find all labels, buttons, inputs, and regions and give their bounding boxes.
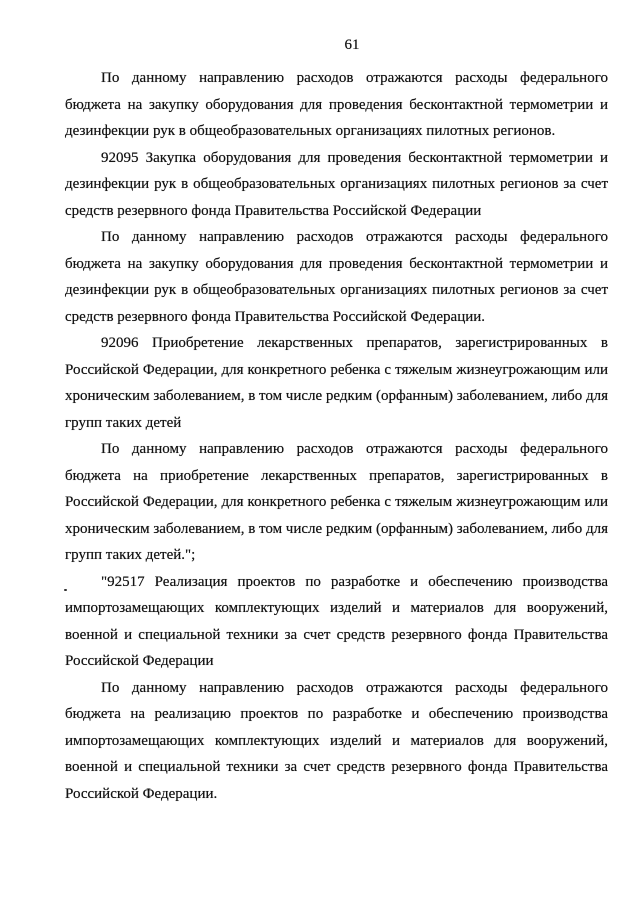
paragraph-line: военной и специальной техники за счет средств резервного фонда Правительства xyxy=(65,626,608,643)
paragraph-line: средств резервного фонда Правительства Российской Федерации. xyxy=(65,308,486,325)
document-body xyxy=(65,65,608,807)
paragraph-line: групп таких детей xyxy=(65,414,182,431)
paragraph-line: "92517 Реализация проектов по разработке и обеспечению производства xyxy=(101,573,609,590)
paragraph-line: Российской Федерации xyxy=(65,653,214,669)
paragraph-description-92096 xyxy=(65,436,608,569)
paragraph-line: бюджета на приобретение лекарственных препаратов, зарегистрированных в xyxy=(65,467,608,484)
paragraph-line: Российской Федерации. xyxy=(65,785,218,802)
paragraph-line: Российской Федерации, для конкретного ребенка с тяжелым жизнеугрожающим или xyxy=(65,361,608,378)
paragraph-line: хроническим заболеванием, в том числе редким (орфанным) заболеванием, либо для xyxy=(65,388,608,404)
paragraph-description-92095-intro xyxy=(65,65,608,145)
paragraph-line: бюджета на реализацию проектов по разработке и обеспечению производства xyxy=(65,706,608,722)
paragraph-line: средств резервного фонда Правительства Российской Федерации xyxy=(65,202,482,219)
paragraph-line: Российской Федерации, для конкретного ребенка с тяжелым жизнеугрожающим или xyxy=(65,494,608,510)
paragraph-description-92095 xyxy=(65,224,608,330)
paragraph-code-92096 xyxy=(65,330,608,436)
paragraph-code-92517 xyxy=(65,569,608,675)
paragraph-line: 92096 Приобретение лекарственных препаратов, зарегистрированных в xyxy=(101,335,608,351)
paragraph-line: По данному направлению расходов отражаются расходы федерального xyxy=(101,229,608,245)
paragraph-code-92095 xyxy=(65,145,608,225)
paragraph-line: дезинфекции рук в общеобразовательных организациях пилотных регионов. xyxy=(65,123,556,139)
paragraph-description-92517 xyxy=(65,675,608,808)
paragraph-line: хроническим заболеванием, в том числе редким (орфанным) заболеванием, либо для xyxy=(65,520,608,537)
paragraph-line: дезинфекции рук в общеобразовательных организациях пилотных регионов за счет xyxy=(65,282,608,298)
paragraph-line: бюджета на закупку оборудования для проведения бесконтактной термометрии и xyxy=(65,255,608,272)
paragraph-line: групп таких детей."; xyxy=(65,547,196,563)
paragraph-line: импортозамещающих комплектующих изделий и материалов для вооружений, xyxy=(65,732,608,749)
paragraph-line: 92095 Закупка оборудования для проведения бесконтактной термометрии и xyxy=(101,149,608,166)
paragraph-line: военной и специальной техники за счет средств резервного фонда Правительства xyxy=(65,759,608,775)
paragraph-line: импортозамещающих комплектующих изделий и материалов для вооружений, xyxy=(65,600,608,616)
paragraph-line: бюджета на закупку оборудования для проведения бесконтактной термометрии и xyxy=(65,96,608,113)
paragraph-line: По данному направлению расходов отражаются расходы федерального xyxy=(101,441,608,457)
paragraph-line: дезинфекции рук в общеобразовательных организациях пилотных регионов за счет xyxy=(65,176,608,192)
paragraph-line: По данному направлению расходов отражаются расходы федерального xyxy=(101,70,608,86)
page-number: 61 xyxy=(344,37,360,53)
paragraph-line: По данному направлению расходов отражаются расходы федерального xyxy=(101,679,608,696)
